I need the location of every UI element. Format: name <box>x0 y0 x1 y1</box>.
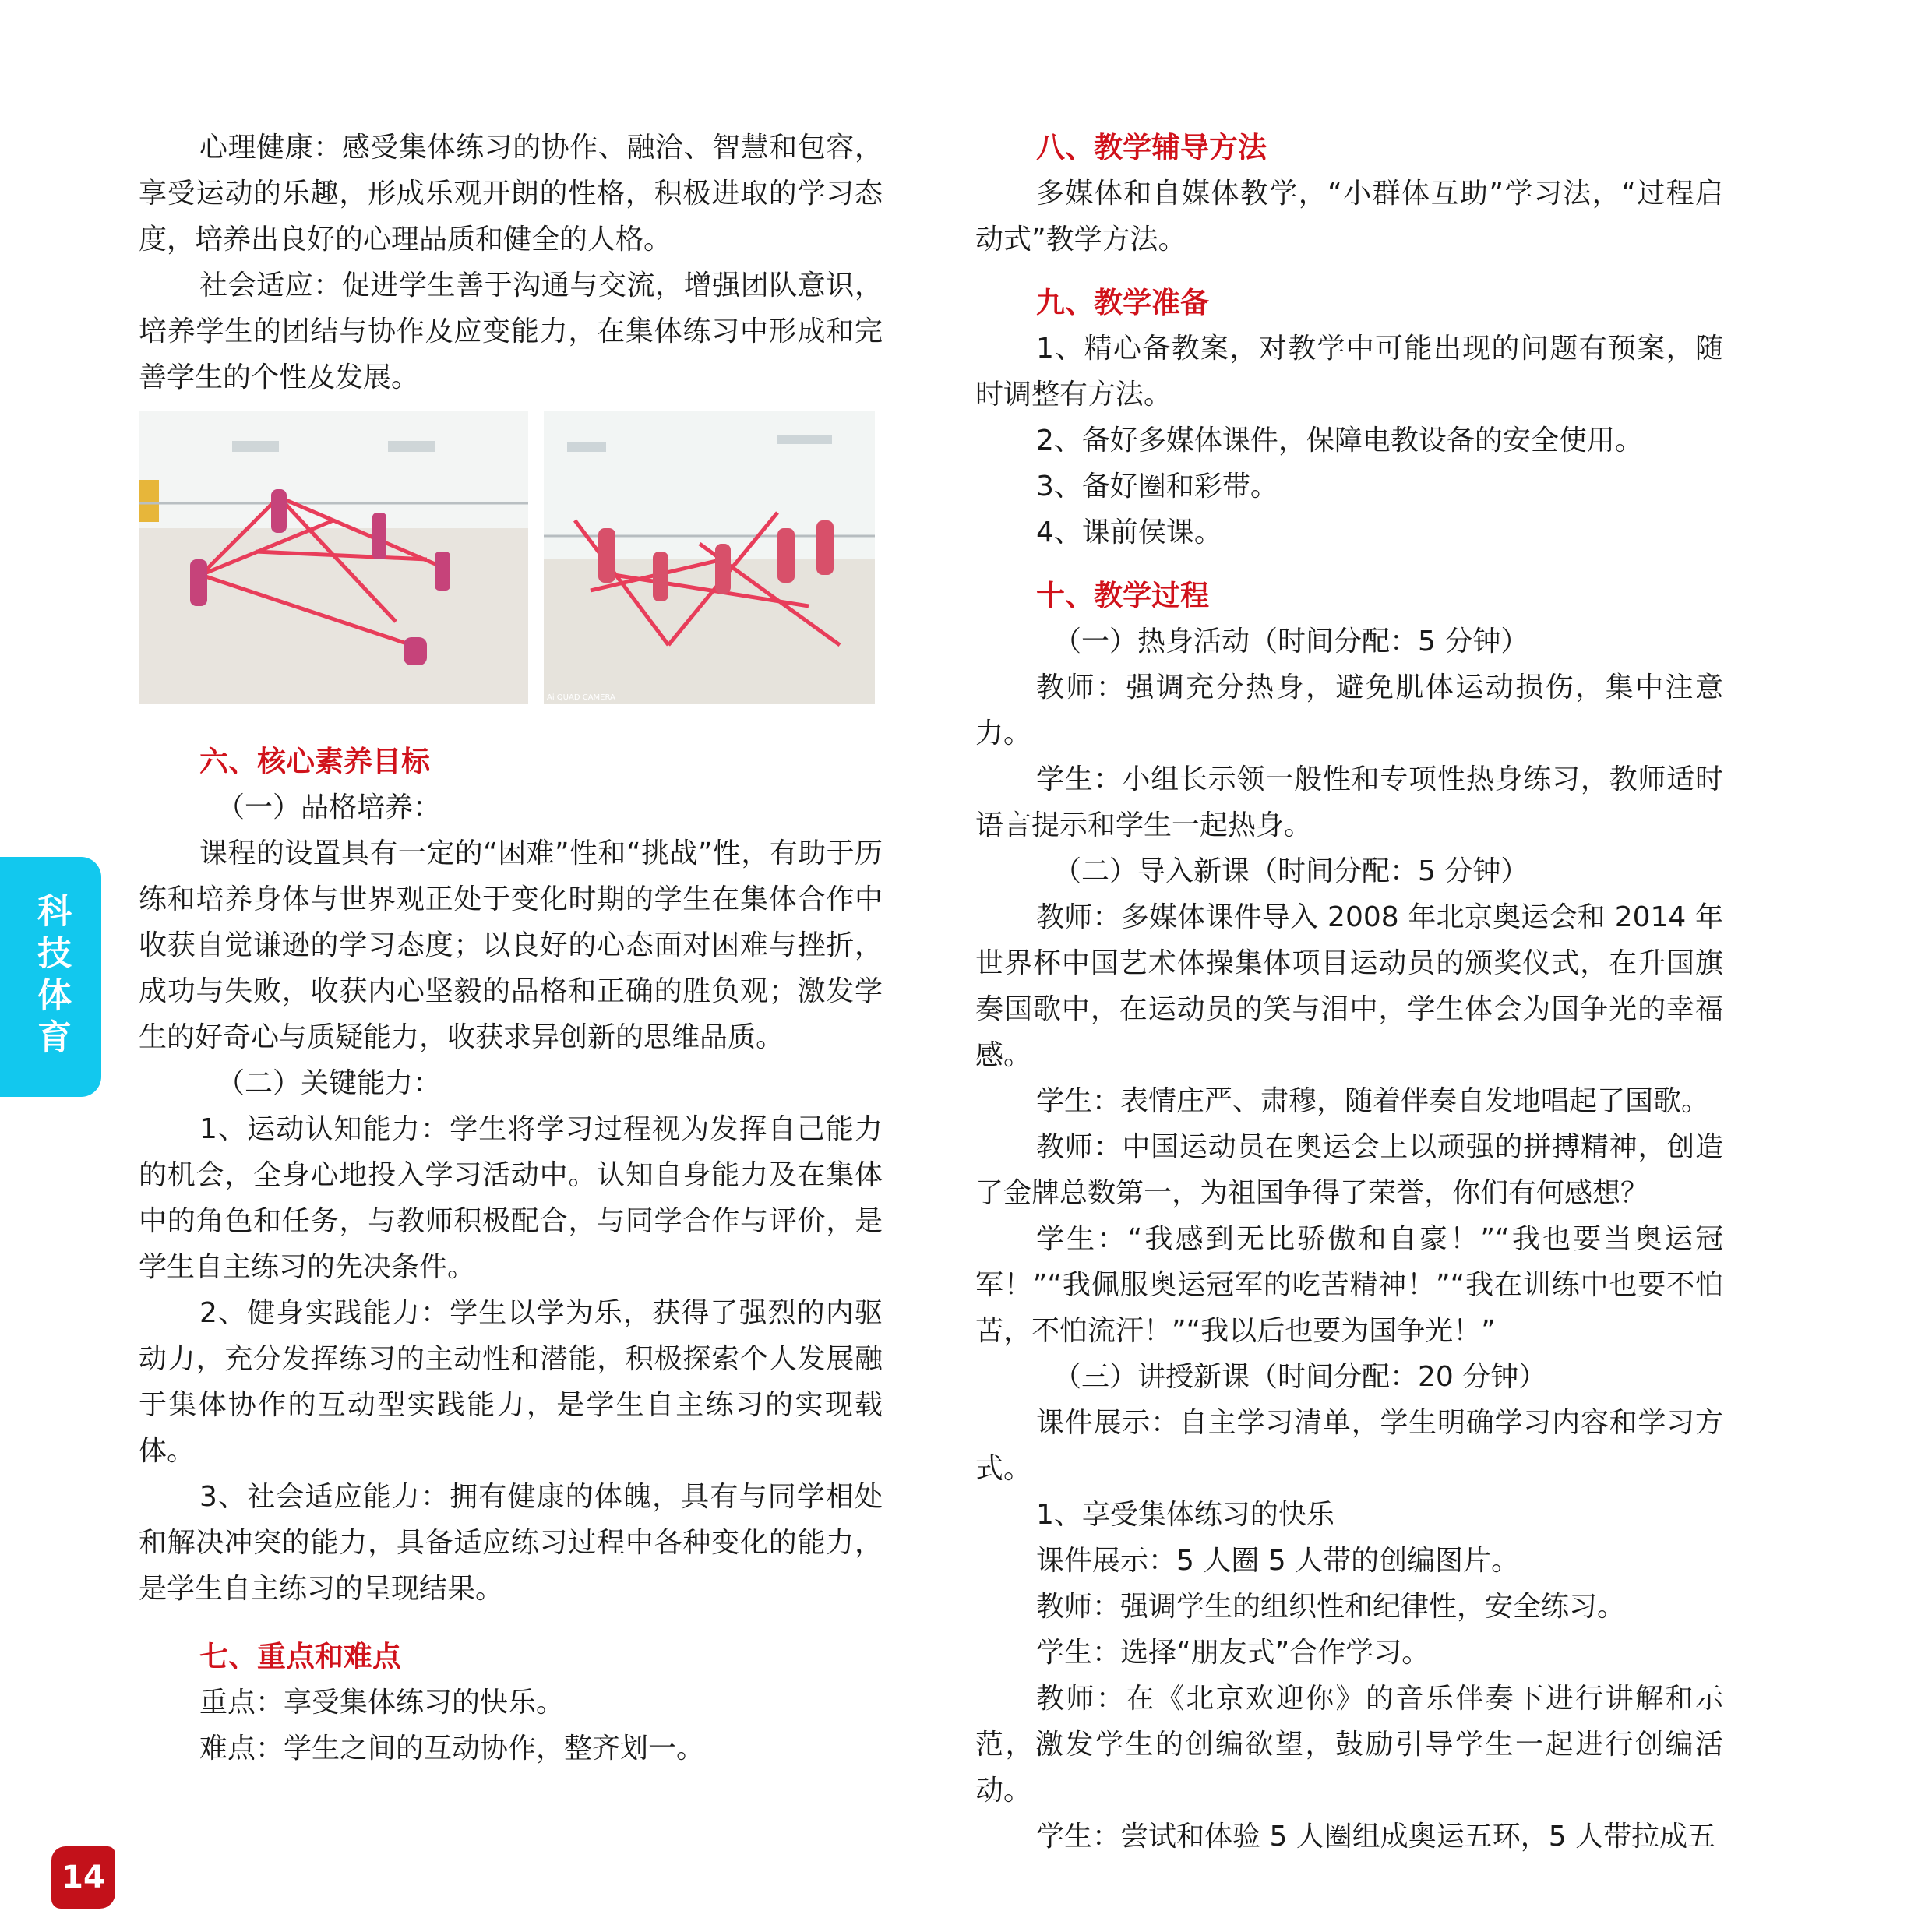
ability-item: 2、健身实践能力：学生以学为乐，获得了强烈的内驱动力，充分发挥练习的主动性和潜能，积极探索个人发展融于集体协作的互动型实践能力，是学生自主练习的实现载体。 <box>139 1297 883 1467</box>
prep-item: 3、备好圈和彩带。 <box>1036 471 1278 502</box>
side-tab <box>0 857 101 1097</box>
section-9-title: 九、教学准备 <box>1036 286 1209 319</box>
prep-item: 4、课前侯课。 <box>1036 516 1222 548</box>
page-number: 14 <box>51 1846 115 1909</box>
section-7-title: 七、重点和难点 <box>199 1640 401 1673</box>
process-paragraph: 教师：多媒体课件导入 2008 年北京奥运会和 2014 年世界杯中国艺术体操集体项目运动员的颁奖仪式，在升国旗奏国歌中，在运动员的笑与泪中，学生体会为国争光的幸福感。 <box>975 901 1723 1071</box>
left-column <box>139 125 883 1772</box>
section-6-sub1: （一）品格培养： <box>217 791 442 823</box>
process-paragraph: 教师：强调充分热身，避免肌体运动损伤，集中注意力。 <box>975 672 1723 749</box>
ability-item: 1、运动认知能力：学生将学习过程视为发挥自己能力的机会，全身心地投入学习活动中。认知自身能力及在集体中的角色和任务，与教师积极配合，与同学合作与评价，是学生自主练习的先决条件。 <box>139 1113 883 1283</box>
process-subheading: （一）热身活动（时间分配：5 分钟） <box>1053 626 1529 658</box>
section-10-body <box>975 619 1723 1860</box>
section-10-title: 十、教学过程 <box>1036 579 1209 612</box>
section-8-paragraph: 多媒体和自媒体教学，“小群体互助”学习法，“过程启动式”教学方法。 <box>975 178 1723 256</box>
prep-item: 2、备好多媒体课件，保障电教设备的安全使用。 <box>1036 425 1643 457</box>
process-paragraph: 学生：“我感到无比骄傲和自豪！”“我也要当奥运冠军！”“我佩服奥运冠军的吃苦精神！”“我在训练中也要不怕苦，不怕流汗！”“我以后也要为国争光！” <box>975 1223 1723 1347</box>
difficult-point: 难点：学生之间的互动协作，整齐划一。 <box>199 1733 705 1765</box>
gymnastics-photo-left <box>139 411 528 704</box>
photo-row <box>139 411 883 739</box>
process-paragraph: 教师：强调学生的组织性和纪律性，安全练习。 <box>1036 1591 1626 1623</box>
section-8-title: 八、教学辅导方法 <box>1036 131 1267 164</box>
process-subheading: （二）导入新课（时间分配：5 分钟） <box>1053 855 1529 887</box>
side-tab-label: 科技体育 <box>31 893 71 1061</box>
photo-watermark: Ai QUAD CAMERA <box>547 693 615 702</box>
section-6-sub2: （二）关键能力： <box>217 1067 442 1099</box>
ability-item: 3、社会适应能力：拥有健康的体魄，具有与同学相处和解决冲突的能力，具备适应练习过程中各种变化的能力，是学生自主练习的呈现结果。 <box>139 1481 883 1605</box>
section-6-paragraph: 课程的设置具有一定的“困难”性和“挑战”性，有助于历练和培养身体与世界观正处于变化时期的学生在集体合作中收获自觉谦逊的学习态度；以良好的心态面对困难与挫折，成功与失败，收获内心坚毅的品格和正确的胜负观；激发学生的好奇心与质疑能力，收获求异创新的思维品质。 <box>139 837 883 1053</box>
process-paragraph: 学生：选择“朋友式”合作学习。 <box>1036 1637 1430 1669</box>
right-column <box>975 125 1723 1860</box>
prep-item: 1、精心备教案，对教学中可能出现的问题有预案，随时调整有方法。 <box>975 333 1723 411</box>
process-paragraph: 教师：在《北京欢迎你》的音乐伴奏下进行讲解和示范，激发学生的创编欲望，鼓励引导学生一起进行创编活动。 <box>975 1683 1723 1807</box>
process-paragraph: 学生：小组长示领一般性和专项性热身练习，教师适时语言提示和学生一起热身。 <box>975 763 1723 841</box>
process-paragraph: 课件展示：自主学习清单，学生明确学习内容和学习方式。 <box>975 1407 1723 1485</box>
process-paragraph: 学生：尝试和体验 5 人圈组成奥运五环，5 人带拉成五 <box>1036 1821 1716 1853</box>
process-paragraph: 教师：中国运动员在奥运会上以顽强的拼搏精神，创造了金牌总数第一，为祖国争得了荣誉，你们有何感想？ <box>975 1131 1723 1209</box>
paragraph-mental-health: 心理健康：感受集体练习的协作、融洽、智慧和包容，享受运动的乐趣，形成乐观开朗的性格，积极进取的学习态度，培养出良好的心理品质和健全的人格。 <box>139 132 883 256</box>
key-point: 重点：享受集体练习的快乐。 <box>199 1687 565 1719</box>
gymnastics-photo-right <box>544 411 875 704</box>
paragraph-social-adaptation: 社会适应：促进学生善于沟通与交流，增强团队意识，培养学生的团结与协作及应变能力，在集体练习中形成和完善学生的个性及发展。 <box>139 270 883 393</box>
process-paragraph: 课件展示：5 人圈 5 人带的创编图片。 <box>1036 1545 1520 1577</box>
process-subheading: （三）讲授新课（时间分配：20 分钟） <box>1053 1361 1547 1393</box>
process-paragraph: 学生：表情庄严、肃穆，随着伴奏自发地唱起了国歌。 <box>1036 1085 1710 1117</box>
process-paragraph: 1、享受集体练习的快乐 <box>1036 1499 1334 1531</box>
section-6-title: 六、核心素养目标 <box>199 745 430 778</box>
